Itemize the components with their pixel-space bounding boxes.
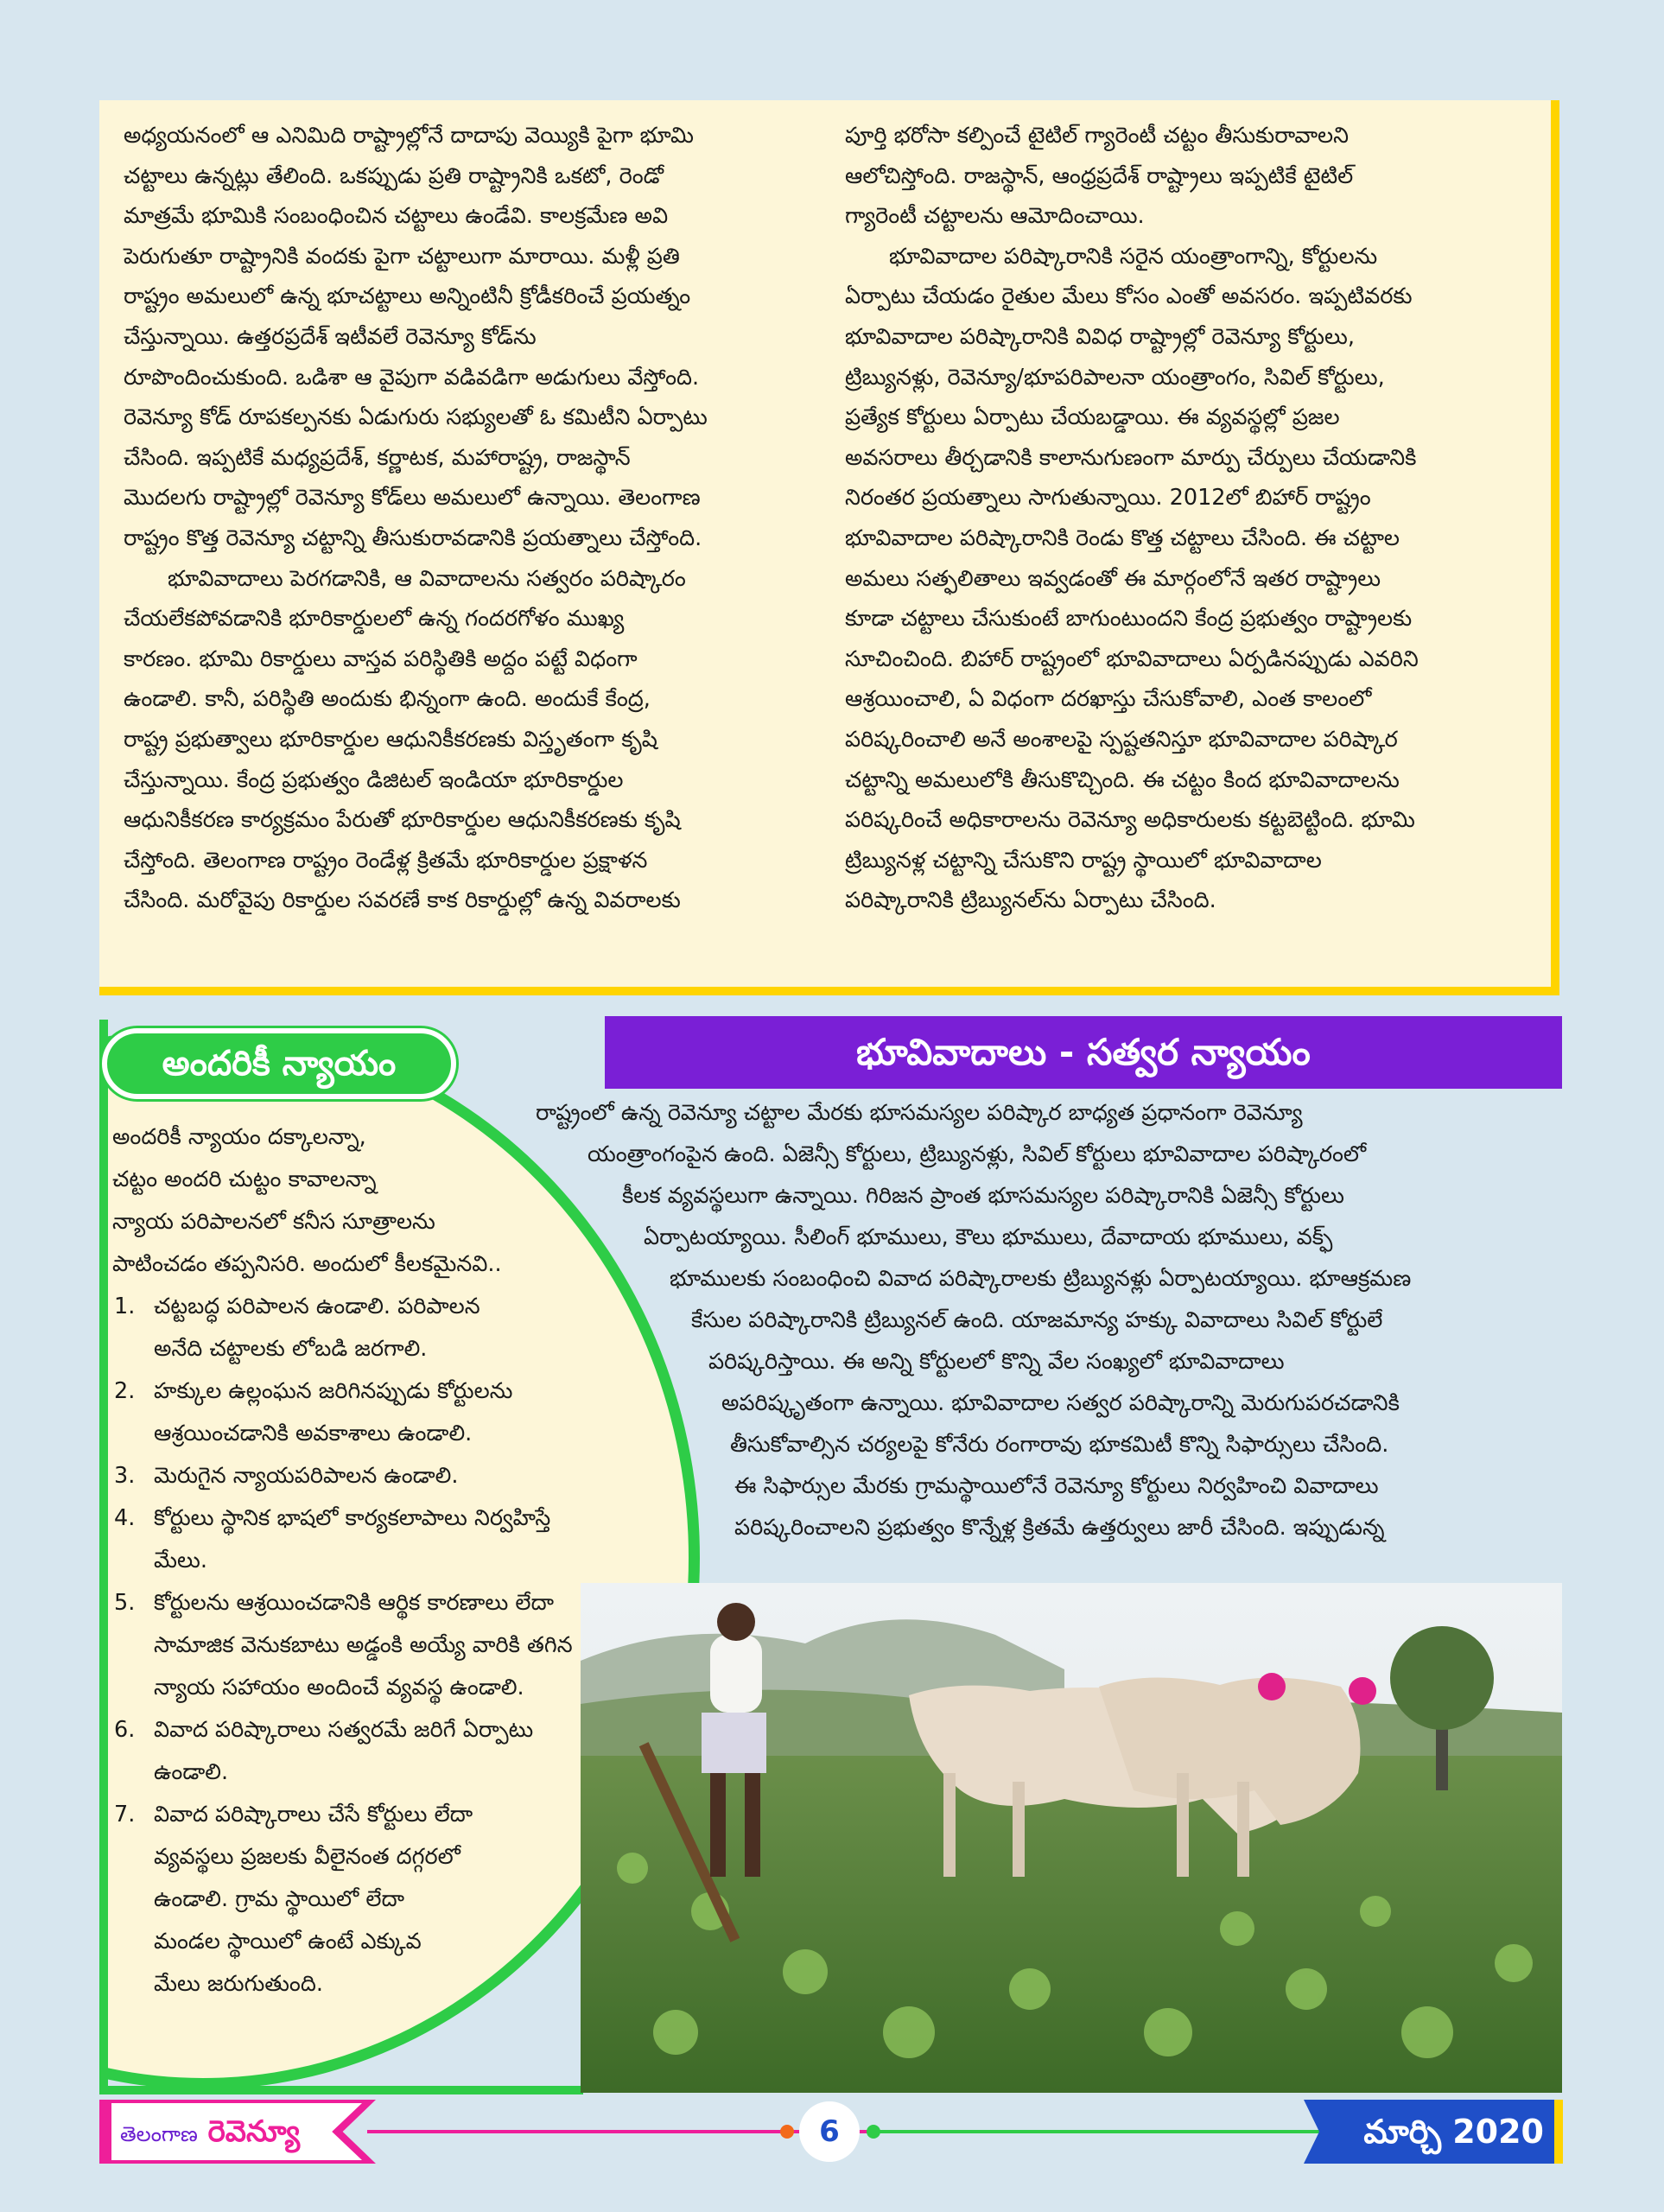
left-margin [0, 994, 99, 2117]
speedy-justice-line: భూములకు సంబంధించి వివాద పరిష్కారాలకు ట్రిబ్యునళ్లు ఏర్పాటయ్యాయి. భూఆక్రమణ [670, 1266, 1412, 1292]
farmer-ploughing-photo [581, 1583, 1562, 2093]
footer-brand-big: రెవెన్యూ [207, 2114, 301, 2149]
list-number: 7. [114, 1802, 136, 1827]
green-border-left [99, 1020, 108, 2091]
list-text: చట్టబద్ధ పరిపాలన ఉండాలి. పరిపాలన [154, 1294, 480, 1319]
article-line: కూడా చట్టాలు చేసుకుంటే బాగుంటుందని కేంద్ర ప్రభుత్వం రాష్ట్రాలకు [845, 606, 1413, 632]
speedy-justice-line: అపరిష్కృతంగా ఉన్నాయి. భూవివాదాల సత్వర పరిష్కారాన్ని మెరుగుపరచడానికి [721, 1390, 1400, 1416]
article-line: చట్టాన్ని అమలులోకి తీసుకొచ్చింది. ఈ చట్టం కింద భూవివాదాలను [845, 766, 1400, 793]
justice-list-line [112, 1286, 665, 1328]
list-text: న్యాయ సహాయం అందించే వ్యవస్థ ఉండాలి. [154, 1675, 524, 1700]
article-line: చేసింది. ఇప్పటికే మధ్యప్రదేశ్, కర్ణాటక, మహారాష్ట్ర, రాజస్థాన్ [124, 444, 631, 471]
footer-brand-small: తెలంగాణ [120, 2122, 198, 2146]
speedy-justice-line: పరిష్కరించాలని ప్రభుత్వం కొన్నేళ్ల క్రితమే ఉత్తర్వులు జారీ చేసింది. ఇప్పుడున్న [734, 1515, 1385, 1541]
list-number: 1. [114, 1294, 136, 1319]
speedy-justice-line: తీసుకోవాల్సిన చర్యలపై కోనేరు రంగారావు భూకమిటీ కొన్ని సిఫార్సులు చేసింది. [730, 1432, 1389, 1458]
justice-intro-line: న్యాయ పరిపాలనలో కనీస సూత్రాలను [112, 1209, 435, 1235]
list-text: మెరుగైన న్యాయపరిపాలన ఉండాలి. [154, 1463, 459, 1489]
justice-list-line [112, 1370, 665, 1413]
article-line: ట్రిబ్యునళ్లు, రెవెన్యూ/భూపరిపాలనా యంత్రాంగం, సివిల్ కోర్టులు, [845, 364, 1385, 391]
article-line: రెవెన్యూ కోడ్ రూపకల్పనకు ఏడుగురు సభ్యులతో ఓ కమిటీని ఏర్పాటు [124, 404, 708, 431]
article-line: అవసరాలు తీర్చడానికి కాలానుగుణంగా మార్పు చేర్పులు చేయడానికి [845, 444, 1417, 471]
justice-list-line [112, 1455, 665, 1497]
article-line: చేస్తోంది. తెలంగాణ రాష్ట్రం రెండేళ్ల క్రితమే భూరికార్డుల ప్రక్షాళన [124, 847, 648, 874]
list-text: మండల స్థాయిలో ఉంటే ఎక్కువ [154, 1929, 422, 1955]
footer-dot-orange [780, 2125, 794, 2139]
article-line: ట్రిబ్యునళ్ల చట్టాన్ని చేసుకొని రాష్ట్ర స్థాయిలో భూవివాదాల [845, 847, 1322, 874]
list-text: అనేది చట్టాలకు లోబడి జరగాలి. [154, 1336, 428, 1362]
speedy-justice-line: ఏర్పాటయ్యాయి. సీలింగ్ భూములు, కౌలు భూములు, దేవాదాయ భూములు, వక్ఫ్ [644, 1224, 1333, 1250]
article-line: రాష్ట్రం కొత్త రెవెన్యూ చట్టాన్ని తీసుకురావడానికి ప్రయత్నాలు చేస్తోంది. [124, 524, 702, 551]
article-line: ప్రత్యేక కోర్టులు ఏర్పాటు చేయబడ్డాయి. ఈ వ్యవస్థల్లో ప్రజల [845, 404, 1340, 431]
footer-dot-green [867, 2125, 880, 2139]
list-text: వ్యవస్థలు ప్రజలకు వీలైనంత దగ్గరలో [154, 1844, 460, 1870]
speedy-justice-line: యంత్రాంగంపైన ఉంది. ఏజెన్సీ కోర్టులు, ట్రిబ్యునళ్లు, సివిల్ కోర్టులు భూవివాదాల పరిష్కారంలో [587, 1141, 1367, 1167]
footer-line-green [877, 2130, 1395, 2133]
list-text: వివాద పరిష్కారాలు చేసే కోర్టులు లేదా [154, 1802, 473, 1827]
article-line: ఏర్పాటు చేయడం రైతుల మేలు కోసం ఎంతో అవసరం. ఇప్పటివరకు [845, 283, 1413, 310]
left-column [124, 116, 815, 921]
article-line: నిరంతర ప్రయత్నాలు సాగుతున్నాయి. 2012లో బిహార్ రాష్ట్రం [845, 485, 1371, 512]
article-line: చట్టాలు ఉన్నట్లు తేలింది. ఒకప్పుడు ప్రతి రాష్ట్రానికి ఒకటో, రెండో [124, 162, 664, 189]
list-number: 3. [114, 1463, 136, 1489]
justice-list-line [112, 1540, 665, 1582]
article-line: పరిష్కారానికి ట్రిబ్యునల్‌ను ఏర్పాటు చేసింది. [845, 887, 1216, 914]
list-text: మేలు. [154, 1548, 207, 1573]
article-line: భూవివాదాల పరిష్కారానికి సరైన యంత్రాంగాన్ని, కోర్టులను [845, 243, 1378, 270]
justice-intro-line: పాటించడం తప్పనిసరి. అందులో కీలకమైనవి.. [112, 1251, 502, 1277]
speedy-justice-line: ఈ సిఫార్సుల మేరకు గ్రామస్థాయిలోనే రెవెన్యూ కోర్టులు నిర్వహించి వివాదాలు [734, 1473, 1379, 1499]
article-line: పరిష్కరించాలి అనే అంశాలపై స్పష్టతనిస్తూ భూవివాదాల పరిష్కార [845, 726, 1398, 753]
section-heading: భూవివాదాలు - సత్వర న్యాయం [605, 1016, 1562, 1089]
article-line: చేస్తున్నాయి. కేంద్ర ప్రభుత్వం డిజిటల్ ఇండియా భూరికార్డుల [124, 766, 624, 793]
speedy-justice-line: కీలక వ్యవస్థలుగా ఉన్నాయి. గిరిజన ప్రాంత భూసమస్యల పరిష్కారానికి ఏజెన్సీ కోర్టులు [622, 1183, 1344, 1209]
article-line: పెరుగుతూ రాష్ట్రానికి వందకు పైగా చట్టాలుగా మారాయి. మళ్లీ ప్రతి [124, 243, 680, 270]
article-line: భూవివాదాల పరిష్కారానికి వివిధ రాష్ట్రాల్లో రెవెన్యూ కోర్టులు, [845, 323, 1355, 350]
list-number: 6. [114, 1717, 136, 1743]
article-line: రూపొందించుకుంది. ఒడిశా ఆ వైపుగా వడివడిగా అడుగులు వేస్తోంది. [124, 364, 700, 391]
article-line: పూర్తి భరోసా కల్పించే టైటిల్ గ్యారెంటీ చట్టం తీసుకురావాలని [845, 123, 1350, 149]
article-line: భూవివాదాల పరిష్కారానికి రెండు కొత్త చట్టాలు చేసింది. ఈ చట్టాల [845, 524, 1400, 551]
article-line: అధ్యయనంలో ఆ ఎనిమిది రాష్ట్రాల్లోనే దాదాపు వెయ్యికి పైగా భూమి [124, 123, 694, 149]
article-line: ఉండాలి. కానీ, పరిస్థితి అందుకు భిన్నంగా ఉంది. అందుకే కేంద్ర, [124, 686, 651, 713]
article-line: ఆధునికీకరణ కార్యక్రమం పేరుతో భూరికార్డుల ఆధునికీకరణకు కృషి [124, 807, 681, 834]
list-text: వివాద పరిష్కారాలు సత్వరమే జరిగే ఏర్పాటు [154, 1717, 534, 1743]
list-number: 5. [114, 1590, 136, 1616]
list-text: కోర్టులు స్థానిక భాషలో కార్యకలాపాలు నిర్వహిస్తే [154, 1505, 551, 1531]
article-line: రాష్ట్ర ప్రభుత్వాలు భూరికార్డుల ఆధునికీకరణకు విస్తృతంగా కృషి [124, 726, 657, 753]
justice-list-line [112, 1413, 665, 1455]
list-number: 4. [114, 1505, 136, 1531]
justice-list-line [112, 1497, 665, 1540]
justice-title: అందరికీ న్యాయం [102, 1028, 456, 1099]
justice-list-line [112, 1328, 665, 1370]
list-text: ఉండాలి. [154, 1759, 229, 1785]
article-line: అమలు సత్ఫలితాలు ఇవ్వడంతో ఈ మార్గంలోనే ఇతర రాష్ట్రాలు [845, 565, 1381, 592]
justice-intro-line: అందరికీ న్యాయం దక్కాలన్నా, [112, 1124, 366, 1150]
photo-illustration [581, 1583, 1562, 2093]
justice-intro-line: చట్టం అందరి చుట్టం కావాలన్నా [112, 1166, 377, 1192]
article-line: సూచించింది. బిహార్ రాష్ట్రంలో భూవివాదాలు ఏర్పడినప్పుడు ఎవరిని [845, 645, 1419, 672]
article-line: మొదలగు రాష్ట్రాల్లో రెవెన్యూ కోడ్‌లు అమలులో ఉన్నాయి. తెలంగాణ [124, 485, 701, 512]
list-text: సామాజిక వెనుకబాటు అడ్డంకి అయ్యే వారికి తగిన [154, 1632, 573, 1658]
speedy-justice-line: రాష్ట్రంలో ఉన్న రెవెన్యూ చట్టాల మేరకు భూసమస్యల పరిష్కార బాధ్యత ప్రధానంగా రెవెన్యూ [536, 1100, 1303, 1126]
article-line: ఆశ్రయించాలి, ఏ విధంగా దరఖాస్తు చేసుకోవాలి, ఎంత కాలంలో [845, 686, 1372, 713]
speedy-justice-line: కేసుల పరిష్కారానికి ట్రిబ్యునల్ ఉంది. యాజమాన్య హక్కు వివాదాలు సివిల్ కోర్టులే [691, 1307, 1383, 1333]
article-line: ఆలోచిస్తోంది. రాజస్థాన్, ఆంధ్రప్రదేశ్ రాష్ట్రాలు ఇప్పటికే టైటిల్ [845, 162, 1354, 189]
article-line: కారణం. భూమి రికార్డులు వాస్తవ పరిస్థితికి అద్దం పట్టే విధంగా [124, 645, 638, 672]
list-number: 2. [114, 1378, 136, 1404]
list-text: హక్కుల ఉల్లంఘన జరిగినప్పుడు కోర్టులను [154, 1378, 513, 1404]
top-article-box [99, 100, 1559, 995]
speedy-justice-line: పరిష్కరిస్తాయి. ఈ అన్ని కోర్టులలో కొన్ని వేల సంఖ్యలో భూవివాదాలు [708, 1349, 1285, 1375]
green-border-bottom [99, 2086, 583, 2094]
list-text: ఆశ్రయించడానికి అవకాశాలు ఉండాలి. [154, 1421, 473, 1446]
article-line: భూవివాదాలు పెరగడానికి, ఆ వివాదాలను సత్వరం పరిష్కారం [124, 565, 686, 592]
right-column [845, 116, 1536, 921]
article-line: రాష్ట్రం అమలులో ఉన్న భూచట్టాలు అన్నింటినీ క్రోడీకరించే ప్రయత్నం [124, 283, 691, 310]
page-footer [99, 2100, 1563, 2164]
list-text: ఉండాలి. గ్రామ స్థాయిలో లేదా [154, 1886, 404, 1912]
article-line: పరిష్కరించే అధికారాలను రెవెన్యూ అధికారులకు కట్టబెట్టింది. భూమి [845, 807, 1415, 834]
page-number: 6 [799, 2101, 860, 2162]
justice-intro [112, 1116, 665, 1286]
article-line: గ్యారెంటీ చట్టాలను ఆమోదించాయి. [845, 203, 1145, 230]
article-line: మాత్రమే భూమికి సంబంధించిన చట్టాలు ఉండేవి. కాలక్రమేణ అవి [124, 203, 669, 230]
footer-brand [120, 2100, 300, 2164]
article-line: చేసింది. మరోవైపు రికార్డుల సవరణే కాక రికార్డుల్లో ఉన్న వివరాలకు [124, 887, 681, 914]
article-line: చేస్తున్నాయి. ఉత్తరప్రదేశ్ ఇటీవలే రెవెన్యూ కోడ్‌ను [124, 323, 537, 350]
footer-date: మార్చి 2020 [1363, 2113, 1544, 2151]
article-line: చేయలేకపోవడానికి భూరికార్డులలో ఉన్న గందరగోళం ముఖ్య [124, 606, 625, 632]
list-text: కోర్టులను ఆశ్రయించడానికి ఆర్థిక కారణాలు లేదా [154, 1590, 554, 1616]
list-text: మేలు జరుగుతుంది. [154, 1971, 323, 1997]
